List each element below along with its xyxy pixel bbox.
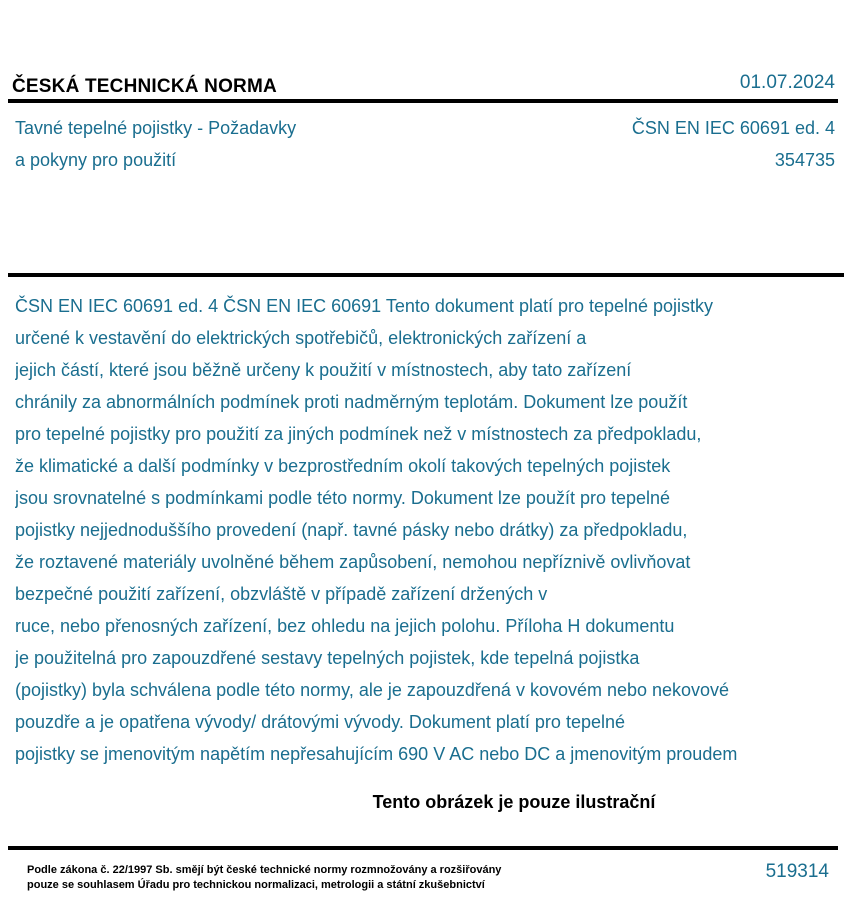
abstract-line: ruce, nebo přenosných zařízení, bez ohledu na jejich polohu. Příloha H dokumentu: [15, 616, 675, 636]
abstract-line: že klimatické a další podmínky v bezprostředním okolí takových tepelných pojistek: [15, 456, 671, 476]
abstract-line: jejich částí, které jsou běžně určeny k použití v místnostech, aby tato zařízení: [15, 360, 632, 380]
catalog-number: 354735: [774, 150, 835, 170]
abstract-line: jsou srovnatelné s podmínkami podle této normy. Dokument lze použít pro tepelné: [15, 488, 671, 508]
legal-notice-line-1: Podle zákona č. 22/1997 Sb. smějí být české technické normy rozmnožovány a rozšiřovány: [27, 864, 502, 876]
abstract-line: pojistky nejjednoduššího provedení (např. tavné pásky nebo drátky) za předpokladu,: [15, 520, 688, 540]
norm-heading: ČESKÁ TECHNICKÁ NORMA: [12, 76, 277, 97]
abstract-line: je použitelná pro zapouzdřené sestavy tepelných pojistek, kde tepelná pojistka: [15, 648, 640, 668]
abstract-line: (pojistky) byla schválena podle této normy, ale je zapouzdřená v kovovém nebo nekovové: [15, 680, 730, 700]
abstract-line: určené k vestavění do elektrických spotřebičů, elektronických zařízení a: [15, 328, 587, 348]
footer-number: 519314: [765, 861, 829, 882]
abstract-line: ČSN EN IEC 60691 ed. 4 ČSN EN IEC 60691 Tento dokument platí pro tepelné pojistky: [15, 296, 714, 316]
abstract-line: že roztavené materiály uvolněné během zapůsobení, nemohou nepříznivě ovlivňovat: [15, 552, 691, 572]
abstract-text: [15, 290, 865, 770]
illustration-disclaimer: Tento obrázek je pouze ilustrační: [372, 792, 656, 812]
issue-date: 01.07.2024: [739, 72, 835, 93]
header-divider: [8, 99, 838, 103]
legal-notice-line-2: pouze se souhlasem Úřadu pro technickou normalizaci, metrologii a státní zkušebnictví: [27, 879, 485, 891]
abstract-line: chránily za abnormálních podmínek proti nadměrným teplotám. Dokument lze použít: [15, 392, 688, 412]
standard-code: ČSN EN IEC 60691 ed. 4: [631, 118, 835, 138]
section-divider: [8, 273, 844, 277]
abstract-line: pojistky se jmenovitým napětím nepřesahujícím 690 V AC nebo DC a jmenovitým proudem: [15, 744, 738, 764]
abstract-line: bezpečné použití zařízení, obzvláště v případě zařízení držených v: [15, 584, 548, 604]
legal-notice: [27, 863, 501, 893]
footer-divider: [8, 846, 838, 850]
document-title-line-1: Tavné tepelné pojistky - Požadavky: [15, 118, 297, 138]
abstract-line: pro tepelné pojistky pro použití za jiných podmínek než v místnostech za předpokladu,: [15, 424, 702, 444]
abstract-line: pouzdře a je opatřena vývody/ drátovými vývody. Dokument platí pro tepelné: [15, 712, 625, 732]
document-title-line-2: a pokyny pro použití: [15, 150, 177, 170]
